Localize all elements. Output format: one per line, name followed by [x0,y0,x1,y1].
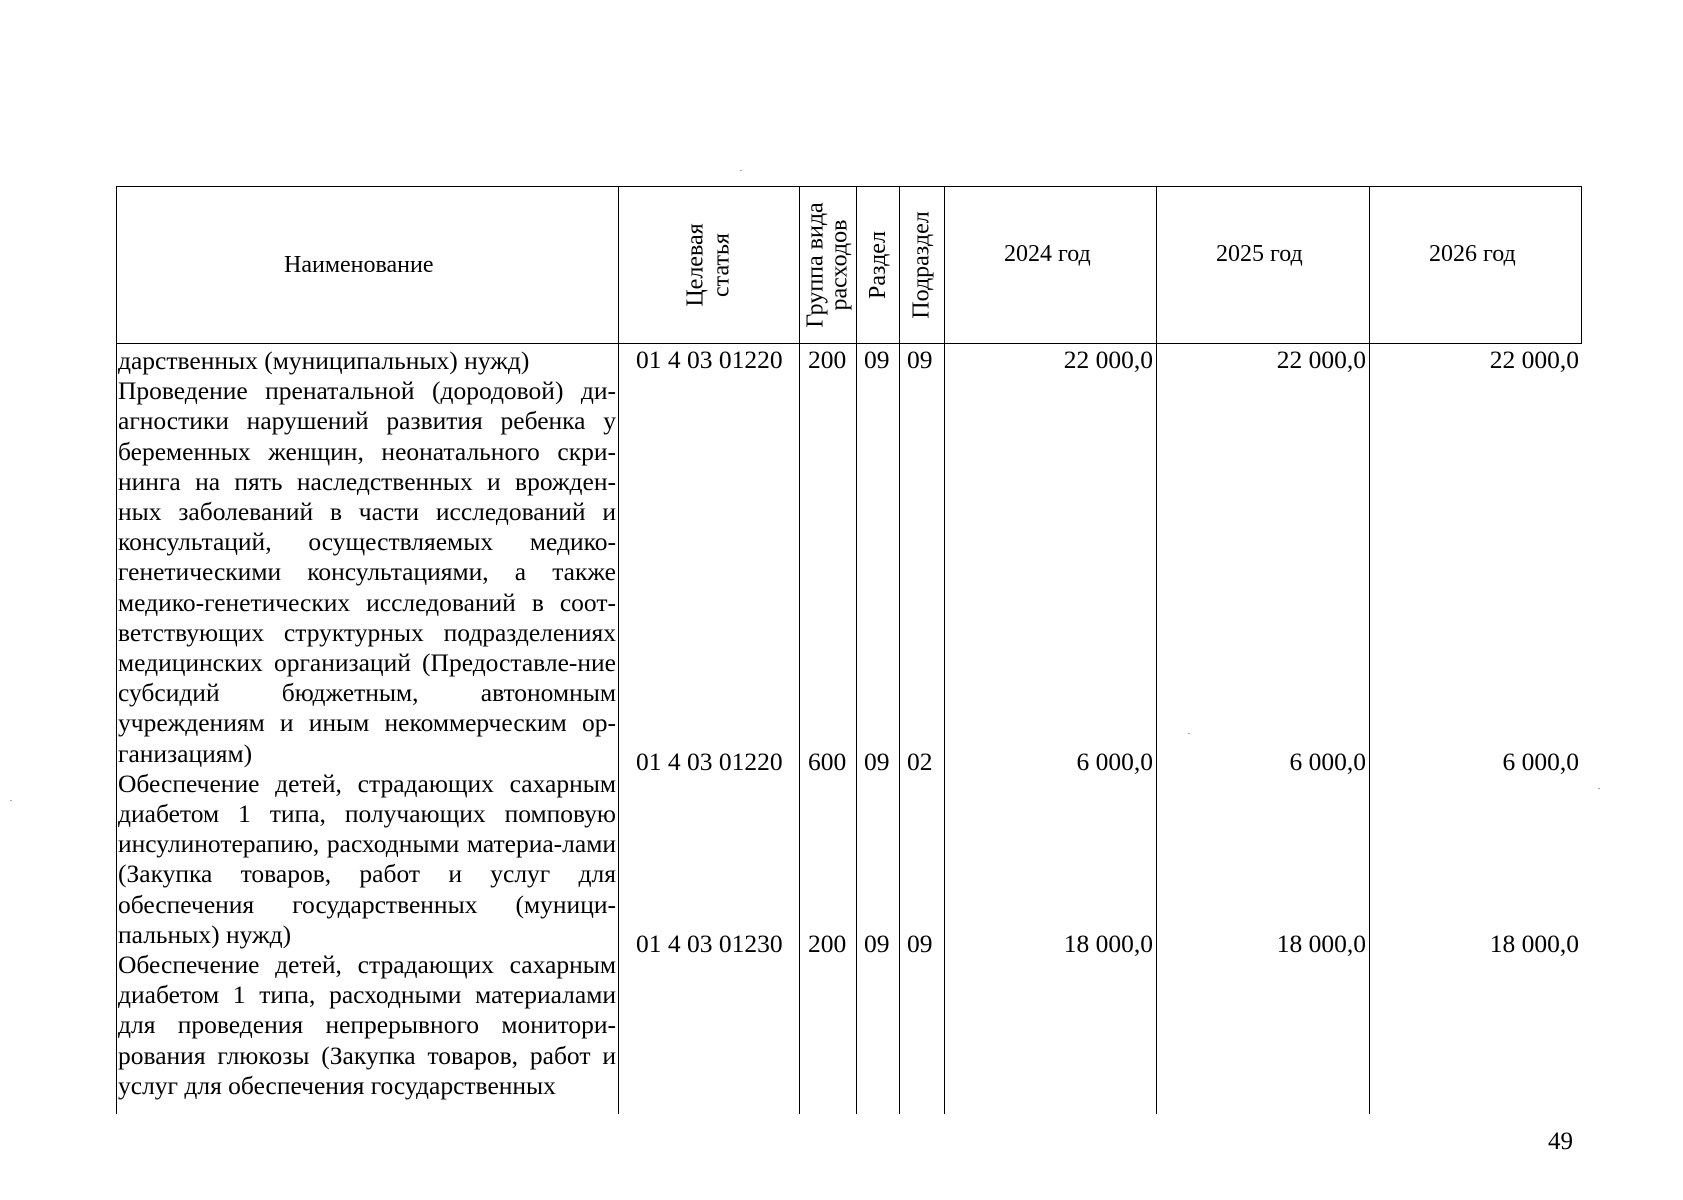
cell-2026: 22 000,0 [1489,345,1579,374]
cell-2025: 6 000,0 [1289,747,1366,776]
col-border-2025 [1369,186,1370,1114]
header-section-label: Раздел [865,231,892,299]
cell-subsection: 09 [907,345,933,374]
page-number: 49 [1548,1128,1573,1155]
col-border-target [799,186,800,1114]
cell-2025: 22 000,0 [1276,345,1366,374]
name-paragraph: Обеспечение детей, страдающих сахарным диабетом 1 типа, расходными материалами для проведения непрерывного монитори-рования глюкозы (Закупка товаров, работ и услуг для обеспечения государственных [118,950,616,1100]
col-border-2024 [1156,186,1157,1114]
cell-2025: 18 000,0 [1276,929,1366,958]
cell-2024: 18 000,0 [1063,929,1153,958]
header-bottom-border [116,343,1582,344]
header-target-cell [620,188,798,342]
header-2025: 2025 год [1216,241,1303,267]
cell-group: 200 [808,929,847,958]
cell-subsection: 02 [907,747,933,776]
col-border-name [618,186,619,1114]
cell-2024: 6 000,0 [1076,747,1153,776]
cell-target: 01 4 03 01220 [636,345,783,374]
scan-speck [1598,788,1600,789]
header-2026: 2026 год [1429,241,1516,267]
col-border-group [856,186,857,1114]
cell-section: 09 [864,747,890,776]
cell-2026: 6 000,0 [1502,747,1579,776]
col-border-left [116,186,117,1114]
name-column-text [118,346,616,1101]
cell-target: 01 4 03 01230 [636,929,783,958]
cell-group: 600 [808,747,847,776]
cell-subsection: 09 [907,929,933,958]
cell-2026: 18 000,0 [1489,929,1579,958]
col-border-section [899,186,900,1114]
header-group-cell [801,188,855,342]
header-section-cell [858,188,898,342]
cell-section: 09 [864,929,890,958]
scan-speck [1188,733,1190,734]
scan-speck [10,800,12,801]
cell-target: 01 4 03 01220 [636,747,783,776]
header-subsection-cell [901,188,943,342]
table-top-border [116,186,1582,187]
name-paragraph: дарственных (муниципальных) нужд) [118,346,530,375]
header-2024: 2024 год [1004,241,1091,267]
header-group-label: Группа вида расходов [803,202,853,328]
cell-section: 09 [864,345,890,374]
name-paragraph: Проведение пренатальной (дородовой) ди-агностики нарушений развития ребенка у беременных женщин, неонатального скри-нинга на пять наследственных и врожден-ных заболеваний в части исследований и консультаций, осуществляемых медико-генетическими консультациями, а также медико-генетических исследований в соот-ветствующих структурных подразделениях медицинских организаций (Предоставле-ние субсидий бюджетным, автономным учреждениям и иным некоммерческим ор-ганизациям) [118,376,616,768]
col-border-subsection [944,186,945,1114]
scan-speck [740,170,742,171]
header-name: Наименование [284,252,434,278]
header-subsection-label: Подраздел [909,211,936,319]
header-target-label: Целевая статья [682,223,735,307]
name-paragraph: Обеспечение детей, страдающих сахарным диабетом 1 типа, получающих помповую инсулинотерапию, расходными материа-лами (Закупка товаров, работ и услуг для обеспечения государственных (муници-пальных) нужд) [118,768,616,949]
col-border-right [1581,186,1582,344]
cell-2024: 22 000,0 [1063,345,1153,374]
cell-group: 200 [808,345,847,374]
